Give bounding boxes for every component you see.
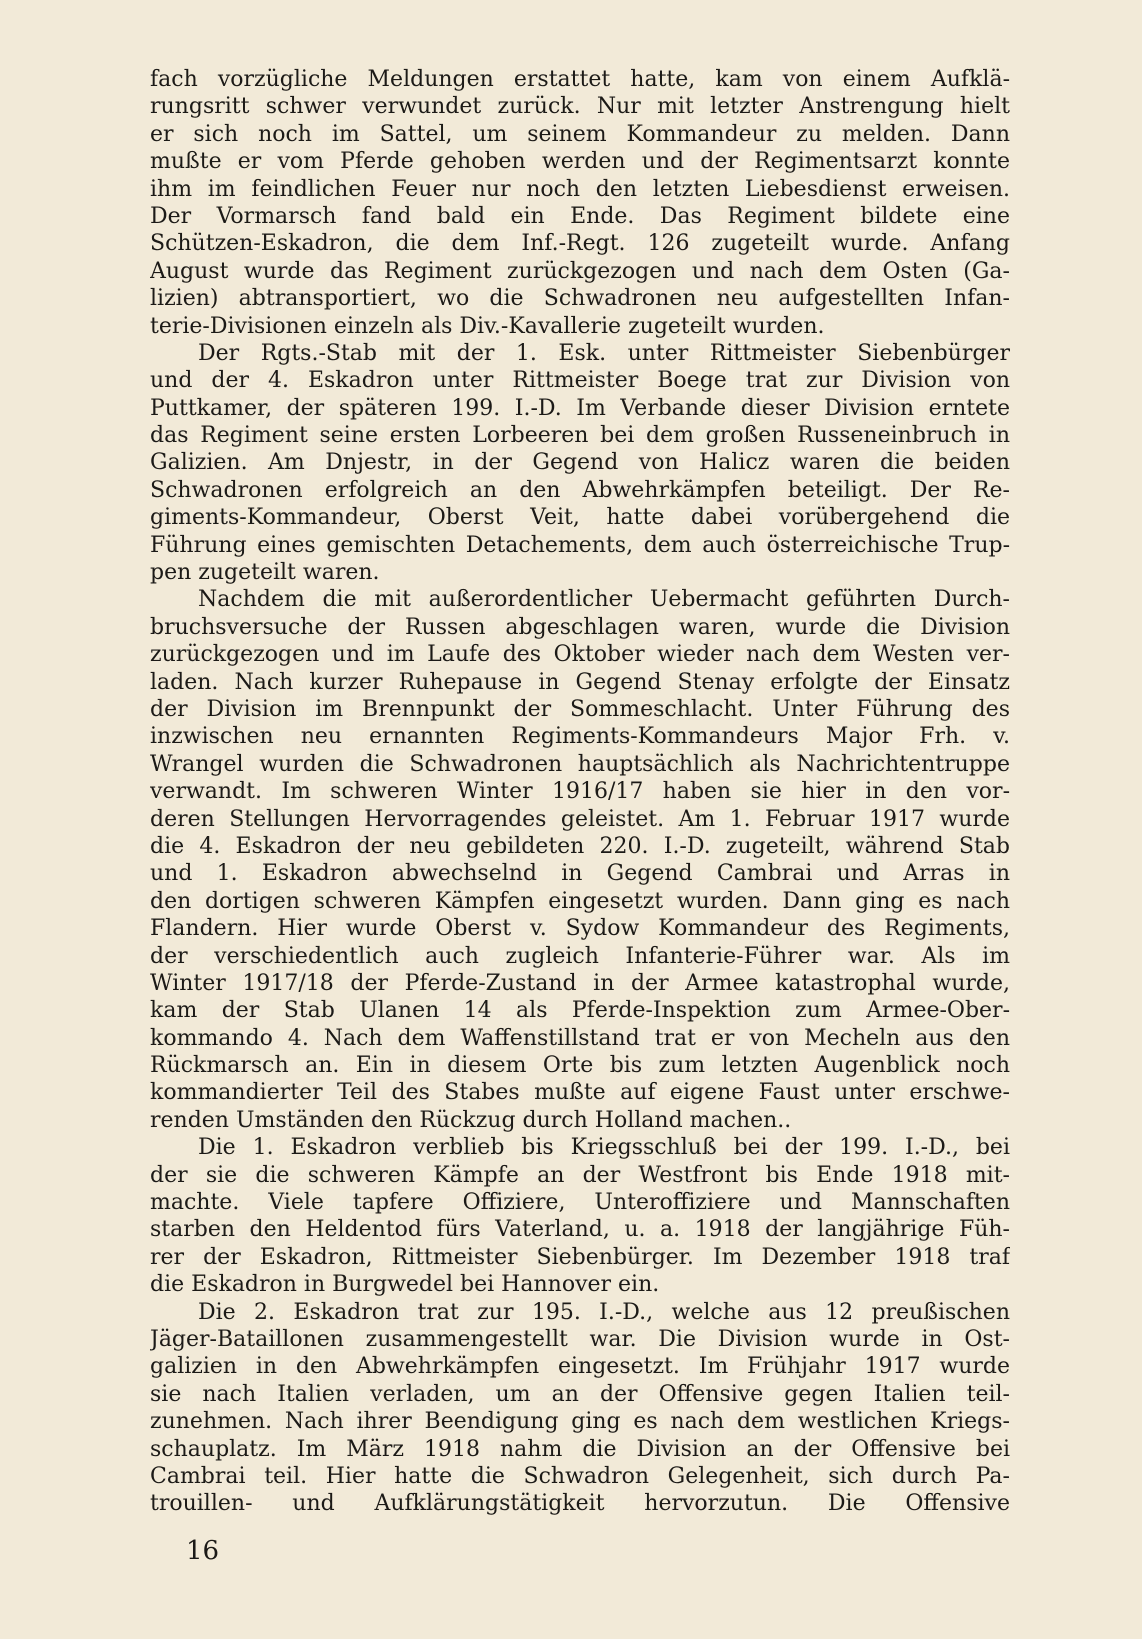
text-line: der verschiedentlich auch zugleich Infanterie-Führer war. Als im bbox=[150, 943, 1010, 969]
text-line: giments-Kommandeur, Oberst Veit, hatte dabei vorübergehend die bbox=[150, 505, 1010, 531]
paragraph-2 bbox=[150, 340, 1010, 587]
text-line: der Division im Brennpunkt der Sommeschlacht. Unter Führung des bbox=[150, 696, 1010, 722]
text-line: und 1. Eskadron abwechselnd in Gegend Cambrai und Arras in bbox=[150, 861, 1010, 887]
text-line: laden. Nach kurzer Ruhepause in Gegend Stenay erfolgte der Einsatz bbox=[150, 669, 1010, 695]
text-line: Führung eines gemischten Detachements, dem auch österreichische Trup- bbox=[150, 532, 1010, 558]
text-line: ihm im feindlichen Feuer nur noch den letzten Liebesdienst erweisen. bbox=[150, 176, 1010, 202]
text-line: den dortigen schweren Kämpfen eingesetzt wurden. Dann ging es nach bbox=[150, 888, 1010, 914]
text-line: Die 1. Eskadron verblieb bis Kriegsschluß bei der 199. I.-D., bei bbox=[198, 1135, 1010, 1161]
text-line: Winter 1917/18 der Pferde-Zustand in der Armee katastrophal wurde, bbox=[150, 970, 1010, 996]
paragraph-1 bbox=[150, 66, 1010, 340]
text-line: Galizien. Am Dnjestr, in der Gegend von Halicz waren die beiden bbox=[150, 450, 1010, 476]
text-line: Cambrai teil. Hier hatte die Schwadron Gelegenheit, sich durch Pa- bbox=[150, 1463, 1010, 1489]
text-line: rungsritt schwer verwundet zurück. Nur mit letzter Anstrengung hielt bbox=[150, 94, 1010, 120]
text-line: das Regiment seine ersten Lorbeeren bei dem großen Russeneinbruch in bbox=[150, 423, 1010, 449]
text-line: pen zugeteilt waren. bbox=[150, 560, 380, 586]
text-line: Die 2. Eskadron trat zur 195. I.-D., welche aus 12 preußischen bbox=[198, 1299, 1010, 1325]
text-line: der sie die schweren Kämpfe an der Westfront bis Ende 1918 mit- bbox=[150, 1162, 1010, 1188]
text-line: Jäger-Bataillonen zusammengestellt war. Die Division wurde in Ost- bbox=[150, 1326, 1010, 1352]
text-line: zurückgezogen und im Laufe des Oktober wieder nach dem Westen ver- bbox=[150, 642, 1010, 668]
text-line: sie nach Italien verladen, um an der Offensive gegen Italien teil- bbox=[150, 1381, 1010, 1407]
text-line: Schützen-Eskadron, die dem Inf.-Regt. 126 zugeteilt wurde. Anfang bbox=[150, 231, 1010, 257]
paragraph-4 bbox=[150, 1134, 1010, 1298]
text-line: machte. Viele tapfere Offiziere, Unteroffiziere und Mannschaften bbox=[150, 1190, 1010, 1216]
text-line: rer der Eskadron, Rittmeister Siebenbürger. Im Dezember 1918 traf bbox=[150, 1244, 1010, 1270]
text-line: August wurde das Regiment zurückgezogen und nach dem Osten (Ga- bbox=[150, 258, 1010, 284]
text-line: inzwischen neu ernannten Regiments-Kommandeurs Major Frh. v. bbox=[150, 724, 1010, 750]
text-line: kommando 4. Nach dem Waffenstillstand trat er von Mecheln aus den bbox=[150, 1025, 1010, 1051]
paragraph-5 bbox=[150, 1299, 1010, 1518]
text-line: lizien) abtransportiert, wo die Schwadronen neu aufgestellten Infan- bbox=[150, 286, 1010, 312]
text-line: Der Vormarsch fand bald ein Ende. Das Regiment bildete eine bbox=[150, 203, 1010, 229]
text-line: starben den Heldentod fürs Vaterland, u. a. 1918 der langjährige Füh- bbox=[150, 1217, 1010, 1243]
text-line: die Eskadron in Burgwedel bei Hannover ein. bbox=[150, 1272, 660, 1298]
text-line: Puttkamer, der späteren 199. I.-D. Im Verbande dieser Division erntete bbox=[150, 395, 1010, 421]
text-line: Flandern. Hier wurde Oberst v. Sydow Kommandeur des Regiments, bbox=[150, 916, 1010, 942]
text-line: bruchsversuche der Russen abgeschlagen waren, wurde die Division bbox=[150, 614, 1010, 640]
text-line: Wrangel wurden die Schwadronen hauptsächlich als Nachrichtentruppe bbox=[150, 751, 1010, 777]
page-number: 16 bbox=[186, 1536, 220, 1566]
text-line: mußte er vom Pferde gehoben werden und der Regimentsarzt konnte bbox=[150, 149, 1010, 175]
text-line: terie-Divisionen einzeln als Div.-Kavallerie zugeteilt wurden. bbox=[150, 313, 825, 339]
text-line: er sich noch im Sattel, um seinem Kommandeur zu melden. Dann bbox=[150, 121, 1010, 147]
paragraph-3 bbox=[150, 586, 1010, 1134]
text-line: trouillen- und Aufklärungstätigkeit hervorzutun. Die Offensive bbox=[150, 1491, 1010, 1517]
text-line: Rückmarsch an. Ein in diesem Orte bis zum letzten Augenblick noch bbox=[150, 1053, 1010, 1079]
text-line: galizien in den Abwehrkämpfen eingesetzt. Im Frühjahr 1917 wurde bbox=[150, 1354, 1010, 1380]
text-line: Schwadronen erfolgreich an den Abwehrkämpfen beteiligt. Der Re- bbox=[150, 477, 1010, 503]
text-line: die 4. Eskadron der neu gebildeten 220. I.-D. zugeteilt, während Stab bbox=[150, 833, 1010, 859]
text-line: renden Umständen den Rückzug durch Holland machen.. bbox=[150, 1107, 792, 1133]
text-line: zunehmen. Nach ihrer Beendigung ging es nach dem westlichen Kriegs- bbox=[150, 1409, 1010, 1435]
text-line: verwandt. Im schweren Winter 1916/17 haben sie hier in den vor- bbox=[150, 779, 1010, 805]
text-line: deren Stellungen Hervorragendes geleistet. Am 1. Februar 1917 wurde bbox=[150, 806, 1010, 832]
text-line: und der 4. Eskadron unter Rittmeister Boege trat zur Division von bbox=[150, 368, 1010, 394]
text-line: fach vorzügliche Meldungen erstattet hatte, kam von einem Aufklä- bbox=[150, 67, 1010, 92]
text-line: Nachdem die mit außerordentlicher Uebermacht geführten Durch- bbox=[198, 587, 1010, 613]
text-line: kommandierter Teil des Stabes mußte auf eigene Faust unter erschwe- bbox=[150, 1080, 1010, 1106]
text-line: schauplatz. Im März 1918 nahm die Division an der Offensive bei bbox=[150, 1436, 1010, 1462]
text-line: kam der Stab Ulanen 14 als Pferde-Inspektion zum Armee-Ober- bbox=[150, 998, 1010, 1024]
body-text bbox=[150, 66, 1010, 1518]
text-line: Der Rgts.-Stab mit der 1. Esk. unter Rittmeister Siebenbürger bbox=[198, 340, 1010, 366]
